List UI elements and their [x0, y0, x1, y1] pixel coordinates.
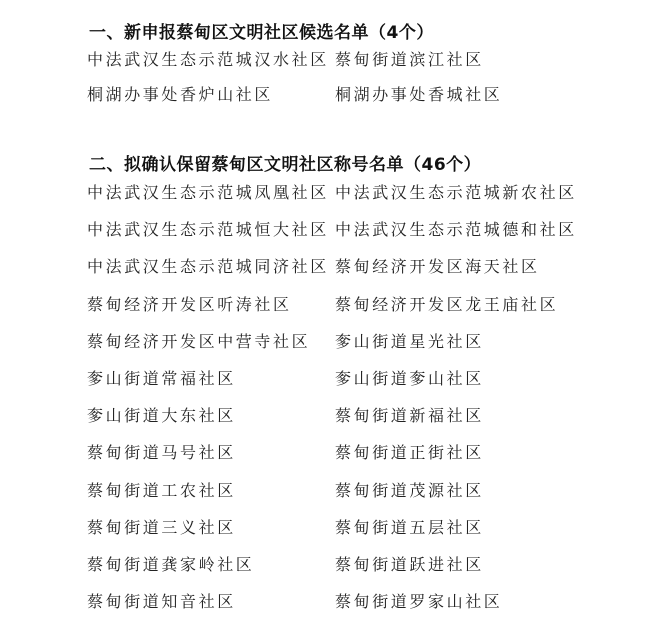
list-item: 蔡甸经济开发区海天社区 [335, 257, 540, 277]
section-1-list [87, 47, 595, 117]
list-item: 中法武汉生态示范城汉水社区 [87, 50, 329, 69]
list-item: 中法武汉生态示范城恒大社区 [87, 220, 329, 240]
list-item: 蔡甸街道工农社区 [87, 480, 236, 500]
list-item: 蔡甸街道跃进社区 [335, 554, 484, 574]
list-item: 桐湖办事处香炉山社区 [87, 85, 274, 104]
list-item: 蔡甸街道龚家岭社区 [87, 554, 255, 574]
section-2-list [87, 180, 595, 626]
list-item: 奓山街道星光社区 [335, 331, 484, 351]
list-item: 奓山街道常福社区 [87, 368, 236, 388]
list-item: 蔡甸街道罗家山社区 [335, 592, 503, 612]
list-item: 奓山街道奓山社区 [335, 368, 484, 388]
list-item: 蔡甸经济开发区中营寺社区 [87, 331, 311, 351]
list-item: 蔡甸街道知音社区 [87, 592, 236, 612]
list-item: 中法武汉生态示范城德和社区 [335, 220, 577, 240]
list-item: 蔡甸街道正街社区 [335, 443, 484, 463]
list-item: 中法武汉生态示范城凤凰社区 [87, 183, 329, 202]
list-item: 桐湖办事处香城社区 [335, 85, 503, 104]
list-item: 中法武汉生态示范城同济社区 [87, 257, 329, 277]
list-item: 蔡甸街道滨江社区 [335, 50, 484, 69]
list-item: 蔡甸街道新福社区 [335, 406, 484, 426]
list-item: 中法武汉生态示范城新农社区 [335, 183, 577, 202]
list-item: 蔡甸街道茂源社区 [335, 480, 484, 500]
list-item: 蔡甸街道五层社区 [335, 517, 484, 537]
list-item: 奓山街道大东社区 [87, 406, 236, 426]
section-1-heading: 一、新申报蔡甸区文明社区候选名单（4个） [89, 23, 434, 43]
list-item: 蔡甸经济开发区龙王庙社区 [335, 294, 559, 314]
list-item: 蔡甸街道马号社区 [87, 443, 236, 463]
section-2-heading: 二、拟确认保留蔡甸区文明社区称号名单（46个） [89, 155, 482, 175]
list-item: 蔡甸街道三义社区 [87, 517, 236, 537]
list-item: 蔡甸经济开发区听涛社区 [87, 294, 292, 314]
